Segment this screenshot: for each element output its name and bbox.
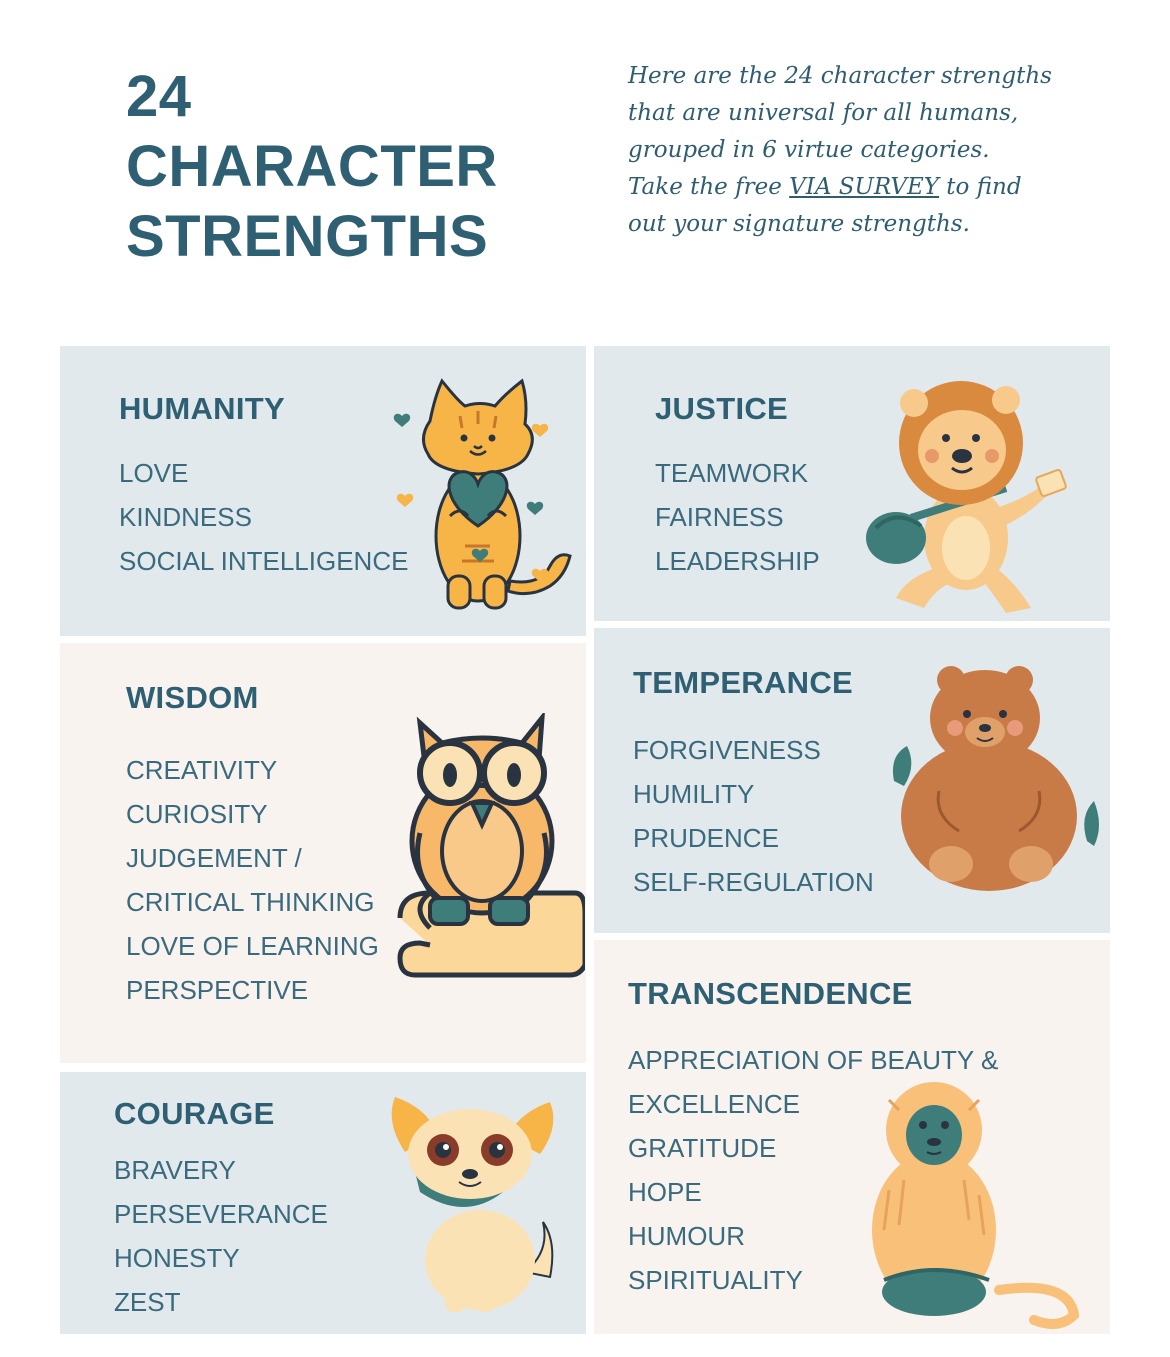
humanity-item: LOVE <box>119 458 189 488</box>
courage-list <box>114 1148 328 1324</box>
justice-list <box>655 451 820 583</box>
transcendence-item: EXCELLENCE <box>628 1089 800 1119</box>
humanity-panel <box>60 346 586 636</box>
transcendence-item: HUMOUR <box>628 1221 745 1251</box>
temperance-item: PRUDENCE <box>633 823 779 853</box>
intro-line-4-start: Take the free <box>628 174 790 200</box>
wisdom-panel <box>60 643 586 1063</box>
justice-item: TEAMWORK <box>655 458 809 488</box>
courage-item: BRAVERY <box>114 1155 236 1185</box>
intro-line-5: out your signature strengths. <box>628 211 970 237</box>
humanity-item: KINDNESS <box>119 502 252 532</box>
intro-line-4 <box>628 169 1058 206</box>
humanity-title: HUMANITY <box>119 391 285 426</box>
wisdom-item: PERSPECTIVE <box>126 975 309 1005</box>
justice-item: LEADERSHIP <box>655 546 820 576</box>
justice-title: JUSTICE <box>655 391 789 426</box>
dog-icon <box>375 1092 575 1322</box>
temperance-panel <box>594 628 1110 933</box>
transcendence-item: APPRECIATION OF BEAUTY & <box>628 1045 999 1075</box>
title-line-1: 24 <box>126 64 192 129</box>
wisdom-list <box>126 748 379 1012</box>
transcendence-item: HOPE <box>628 1177 702 1207</box>
courage-panel <box>60 1072 586 1334</box>
courage-item: HONESTY <box>114 1243 240 1273</box>
bear-icon <box>889 666 1104 896</box>
intro-text <box>628 58 1058 243</box>
temperance-list <box>633 728 874 904</box>
owl-icon <box>390 713 585 983</box>
intro-line-1: Here are the 24 character strengths <box>628 63 1052 89</box>
humanity-item: SOCIAL INTELLIGENCE <box>119 546 409 576</box>
wisdom-item: JUDGEMENT / <box>126 843 302 873</box>
courage-item: ZEST <box>114 1287 181 1317</box>
wisdom-item: LOVE OF LEARNING <box>126 931 379 961</box>
via-survey-link[interactable]: VIA SURVEY <box>789 174 939 200</box>
lion-icon <box>866 368 1086 621</box>
wisdom-item: CRITICAL THINKING <box>126 887 375 917</box>
page-title <box>126 62 498 272</box>
transcendence-title: TRANSCENDENCE <box>628 976 913 1011</box>
intro-line-4-end: to find <box>939 174 1022 200</box>
wisdom-item: CURIOSITY <box>126 799 268 829</box>
temperance-item: HUMILITY <box>633 779 755 809</box>
transcendence-panel <box>594 940 1110 1334</box>
intro-line-3: grouped in 6 virtue categories. <box>628 137 990 163</box>
title-line-2: CHARACTER <box>126 134 498 199</box>
intro-line-2: that are universal for all humans, <box>628 100 1019 126</box>
monkey-icon <box>859 1080 1094 1330</box>
justice-item: FAIRNESS <box>655 502 784 532</box>
temperance-item: FORGIVENESS <box>633 735 821 765</box>
transcendence-item: SPIRITUALITY <box>628 1265 803 1295</box>
cat-icon <box>390 376 580 616</box>
wisdom-item: CREATIVITY <box>126 755 278 785</box>
courage-title: COURAGE <box>114 1096 275 1131</box>
title-line-3: STRENGTHS <box>126 204 489 269</box>
temperance-title: TEMPERANCE <box>633 665 854 700</box>
wisdom-title: WISDOM <box>126 680 259 715</box>
transcendence-item: GRATITUDE <box>628 1133 777 1163</box>
humanity-list <box>119 451 408 583</box>
justice-panel <box>594 346 1110 621</box>
courage-item: PERSEVERANCE <box>114 1199 328 1229</box>
temperance-item: SELF-REGULATION <box>633 867 874 897</box>
